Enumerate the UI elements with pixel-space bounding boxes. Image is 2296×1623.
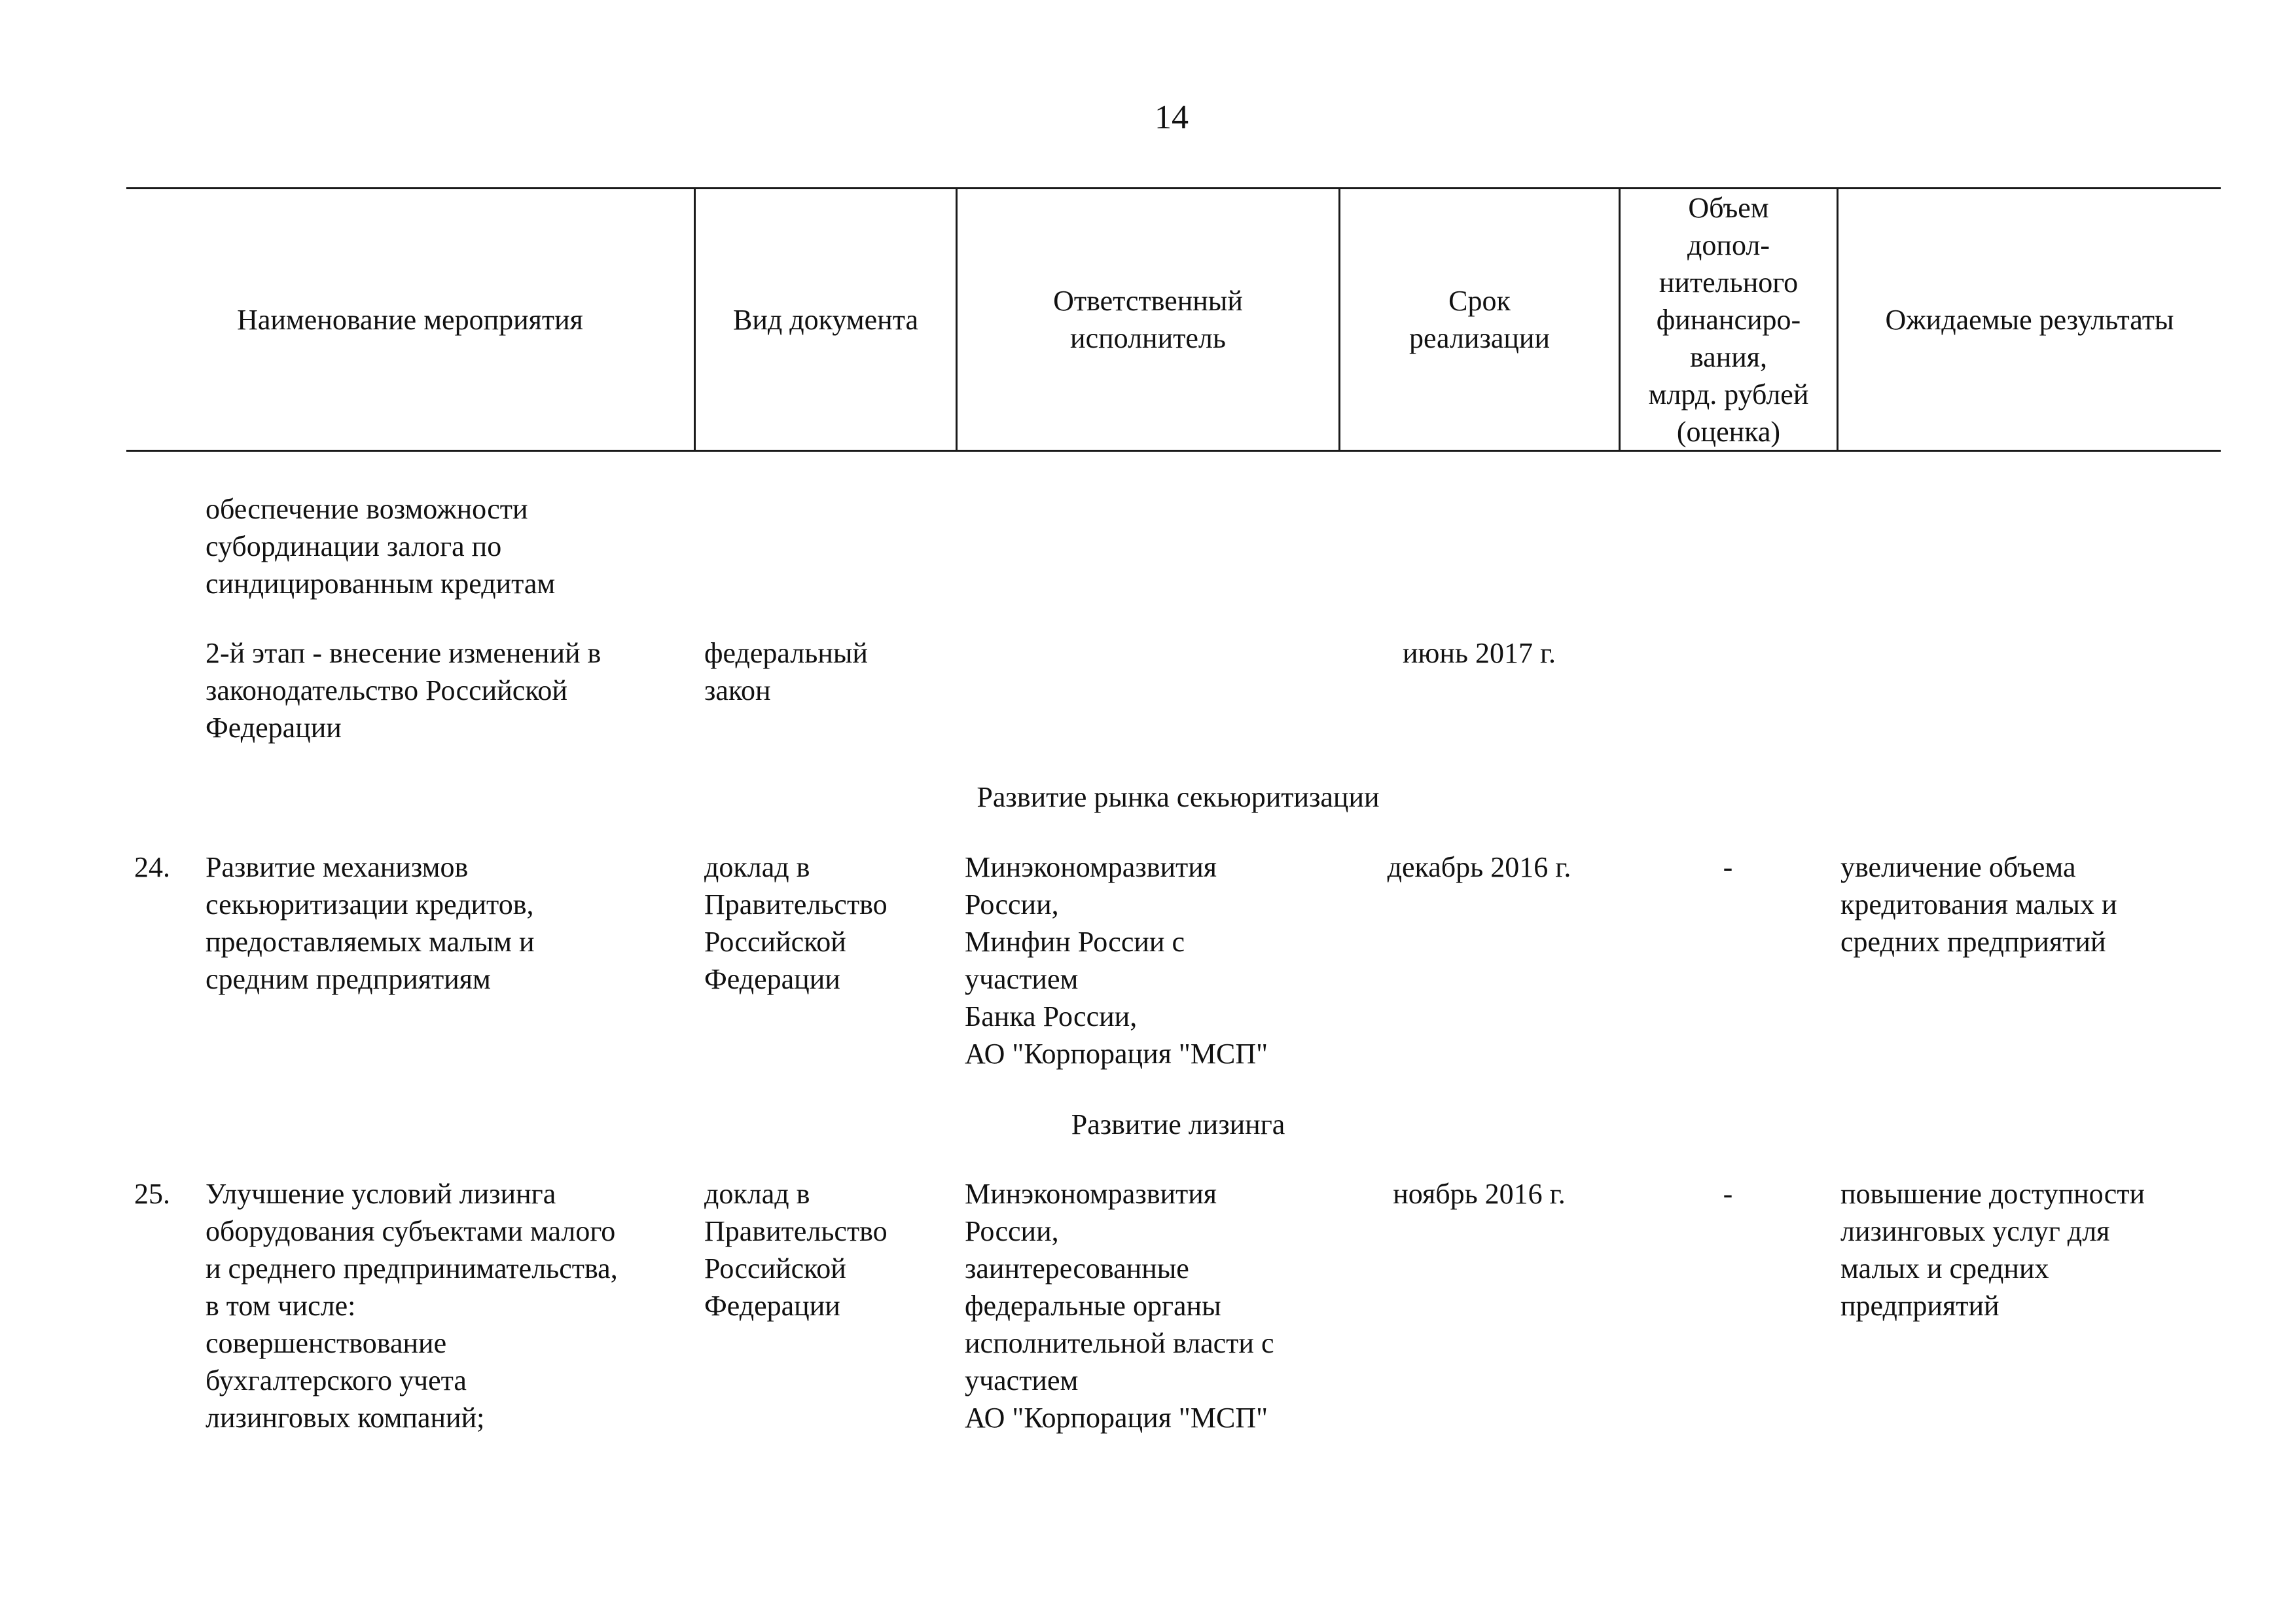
- row-24-term: декабрь 2016 г.: [1387, 851, 1571, 883]
- row-24-result: увеличение объема кредитования малых и средних предприятий: [1840, 851, 2117, 958]
- stage2-term: июнь 2017 г.: [1402, 637, 1556, 669]
- row-24-executor: Минэкономразвития России, Минфин России с участием Банка России, АО "Корпорация "МСП": [965, 851, 1268, 1070]
- row-25-name: Улучшение условий лизинга оборудования субъектами малого и среднего предпринимательства, в том числе: совершенствование бухгалтерского учета лизинговых компаний;: [206, 1178, 618, 1434]
- page-number: 14: [1155, 99, 1189, 136]
- header-name: Наименование мероприятия: [237, 303, 583, 336]
- stage2-name: 2-й этап - внесение изменений в законодательство Российской Федерации: [206, 637, 601, 744]
- row-25-executor: Минэкономразвития России, заинтересованные федеральные органы исполнительной власти с участием АО "Корпорация "МСП": [965, 1178, 1274, 1434]
- row-25-term: ноябрь 2016 г.: [1393, 1178, 1566, 1210]
- header-results: Ожидаемые результаты: [1885, 303, 2174, 336]
- table-header: [126, 187, 2221, 452]
- row-25-result: повышение доступности лизинговых услуг для малых и средних предприятий: [1840, 1178, 2145, 1322]
- section-heading-leasing: Развитие лизинга: [1071, 1108, 1285, 1140]
- continuation-text: обеспечение возможности субординации залога по синдицированным кредитам: [206, 493, 556, 600]
- row-25-number: 25.: [134, 1178, 170, 1210]
- header-term: Срок реализации: [1408, 285, 1551, 354]
- row-25-funding: -: [1723, 1178, 1733, 1210]
- row-24-name: Развитие механизмов секьюритизации кредитов, предоставляемых малым и средним предприятиям: [206, 851, 535, 995]
- header-document-type: Вид документа: [732, 303, 919, 336]
- row-24-document-type: доклад в Правительство Российской Федерации: [704, 851, 888, 995]
- section-heading-securitization: Развитие рынка секьюритизации: [977, 781, 1380, 813]
- header-executor: Ответственный исполнитель: [1053, 285, 1243, 354]
- header-funding: Объем допол- нительного финансиро- вания, млрд. рублей (оценка): [1648, 191, 1809, 448]
- stage2-document-type: федеральный закон: [704, 637, 868, 706]
- row-25-document-type: доклад в Правительство Российской Федерации: [704, 1178, 888, 1322]
- row-24-number: 24.: [134, 851, 170, 883]
- row-24-funding: -: [1723, 851, 1733, 883]
